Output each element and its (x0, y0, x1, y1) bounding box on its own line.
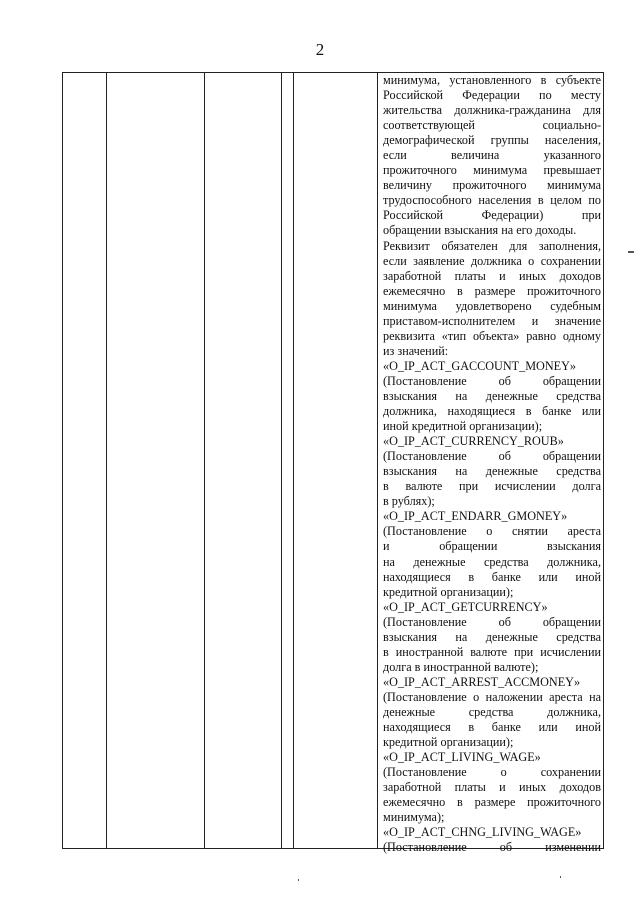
text-line: (Постановление об обращении (383, 614, 601, 629)
text-line: Российской Федерации по месту (383, 88, 601, 103)
text-line: соответствующей социально- (383, 118, 601, 133)
column-border-1 (62, 72, 63, 849)
text-line: минимума); (383, 810, 445, 825)
text-line: если заявление должника о сохранении (383, 253, 601, 268)
text-line: Реквизит обязателен для заполнения, (383, 238, 601, 253)
text-line: кредитной организации); (383, 584, 514, 599)
text-line: заработной платы и иных доходов (383, 780, 601, 795)
text-line: если величина указанного (383, 148, 601, 163)
text-line: величину прожиточного минимума (383, 178, 601, 193)
text-line: взыскания на денежные средства (383, 388, 601, 403)
text-line: в рублях); (383, 494, 435, 509)
column-border-7 (603, 72, 604, 849)
text-line: должника, находящиеся в банке или (383, 404, 601, 419)
text-line: и обращении взыскания (383, 539, 601, 554)
text-line: реквизита «тип объекта» равно одному (383, 328, 601, 343)
text-line: Российской Федерации) при (383, 208, 601, 223)
text-line: на денежные средства должника, (383, 554, 601, 569)
scan-mark (628, 251, 634, 253)
scan-mark (298, 879, 299, 881)
text-line: взыскания на денежные средства (383, 464, 601, 479)
text-line: демографической группы населения, (383, 133, 601, 148)
text-line: «O_IP_ACT_LIVING_WAGE» (383, 750, 541, 765)
text-line: иной кредитной организации); (383, 419, 543, 434)
text-line: находящиеся в банке или иной (383, 720, 601, 735)
requisite-description-cell (383, 73, 601, 855)
text-line: ежемесячно в размере прожиточного (383, 283, 601, 298)
text-line: в иностранной валюте при исчислении (383, 644, 601, 659)
text-line: (Постановление о снятии ареста (383, 524, 601, 539)
text-line: (Постановление об изменении (383, 840, 601, 855)
text-line: ежемесячно в размере прожиточного (383, 795, 601, 810)
text-line: «O_IP_ACT_GACCOUNT_MONEY» (383, 358, 576, 373)
text-line: заработной платы и иных доходов (383, 268, 601, 283)
text-line: «O_IP_ACT_ENDARR_GMONEY» (383, 509, 568, 524)
text-line: из значений: (383, 343, 449, 358)
text-line: прожиточного минимума превышает (383, 163, 601, 178)
text-line: (Постановление об обращении (383, 449, 601, 464)
text-line: «O_IP_ACT_CURRENCY_ROUB» (383, 434, 564, 449)
text-line: обращении взыскания на его доходы. (383, 223, 577, 238)
text-line: минимума удовлетворено судебным (383, 298, 601, 313)
text-line: жительства должника-гражданина для (383, 103, 601, 118)
text-line: в валюте при исчислении долга (383, 479, 601, 494)
column-border-6 (377, 72, 378, 849)
column-border-4 (281, 72, 282, 849)
page-number: 2 (315, 40, 325, 59)
text-line: трудоспособного населения в целом по (383, 193, 601, 208)
column-border-3 (204, 72, 205, 849)
column-border-2 (106, 72, 107, 849)
column-border-5 (293, 72, 294, 849)
text-line: долга в иностранной валюте); (383, 659, 539, 674)
text-line: кредитной организации); (383, 735, 514, 750)
text-line: (Постановление о сохранении (383, 765, 601, 780)
scan-mark (560, 876, 561, 878)
text-line: приставом-исполнителем и значение (383, 313, 601, 328)
text-line: (Постановление об обращении (383, 373, 601, 388)
text-line: «O_IP_ACT_ARREST_ACCMONEY» (383, 674, 581, 689)
text-line: «O_IP_ACT_GETCURRENCY» (383, 599, 548, 614)
text-line: взыскания на денежные средства (383, 629, 601, 644)
text-line: «O_IP_ACT_CHNG_LIVING_WAGE» (383, 825, 582, 840)
text-line: находящиеся в банке или иной (383, 569, 601, 584)
text-line: минимума, установленного в субъекте (383, 73, 601, 87)
text-line: денежные средства должника, (383, 704, 601, 719)
text-line: (Постановление о наложении ареста на (383, 689, 601, 704)
